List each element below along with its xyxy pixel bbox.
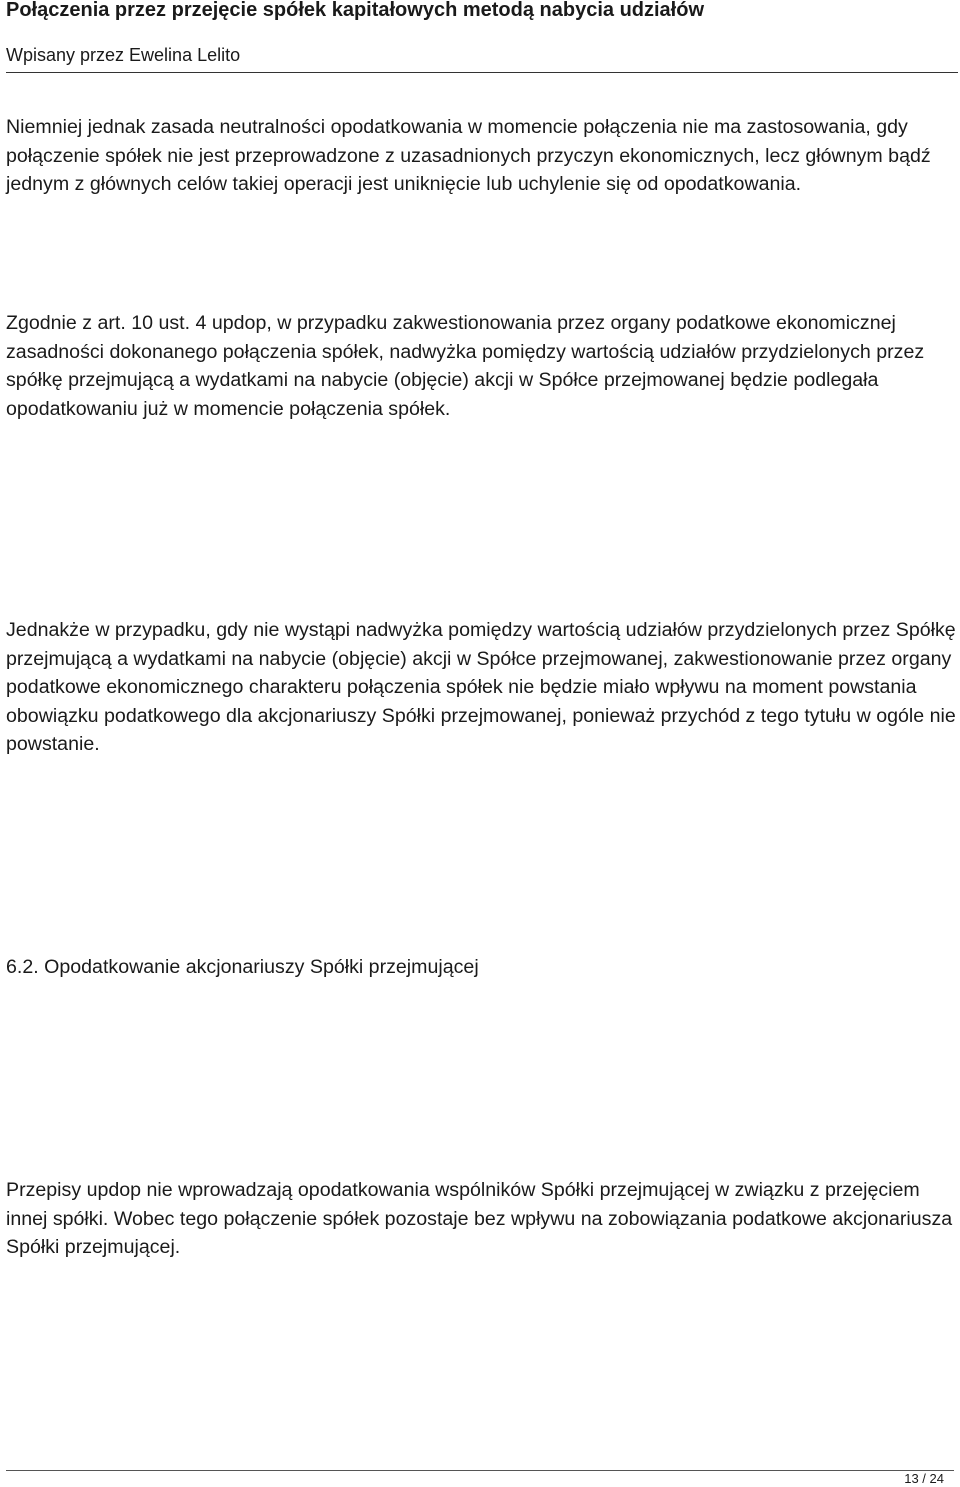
footer-divider (6, 1470, 954, 1471)
paragraph-neutrality-exception: Niemniej jednak zasada neutralności opodatkowania w momencie połączenia nie ma zastosowania, gdy połączenie spółek nie jest przeprowadzone z uzasadnionych przyczyn ekonomicznych, lecz głównym bądź jednym z głównych celów takiej operacji jest uniknięcie lub uchylenie się od opodatkowania. (6, 116, 931, 196)
document-title: Połączenia przez przejęcie spółek kapitałowych metodą nabycia udziałów (6, 0, 705, 21)
author-byline: Wpisany przez Ewelina Lelito (6, 45, 241, 65)
section-heading-6-2: 6.2. Opodatkowanie akcjonariuszy Spółki przejmującej (6, 956, 479, 978)
header-divider (6, 72, 958, 73)
paragraph-acquiring-shareholders: Przepisy updop nie wprowadzają opodatkowania wspólników Spółki przejmującej w związku z przejęciem innej spółki. Wobec tego połączenie spółek pozostaje bez wpływu na zobowiązania podatkowe akcjonariusza Spółki przejmującej. (6, 1179, 953, 1259)
paragraph-no-surplus: Jednakże w przypadku, gdy nie wystąpi nadwyżka pomiędzy wartością udziałów przydzielonych przez Spółkę przejmującą a wydatkami na nabycie (objęcie) akcji w Spółce przejmowanej, zakwestionowanie przez organy podatkowe ekonomicznego charakteru połączenia spółek nie będzie miało wpływu na moment powstania obowiązku podatkowego dla akcjonariuszy Spółki przejmowanej, ponieważ przychód z tego tytułu w ogóle nie powstanie. (6, 619, 956, 756)
paragraph-art-10: Zgodnie z art. 10 ust. 4 updop, w przypadku zakwestionowania przez organy podatkowe ekonomicznej zasadności dokonanego połączenia spółek, nadwyżka pomiędzy wartością udziałów przydzielonych przez spółkę przejmującą a wydatkami na nabycie (objęcie) akcji w Spółce przejmowanej będzie podlegała opodatkowaniu już w momencie połączenia spółek. (6, 312, 925, 420)
page-number: 13 / 24 (904, 1471, 944, 1486)
